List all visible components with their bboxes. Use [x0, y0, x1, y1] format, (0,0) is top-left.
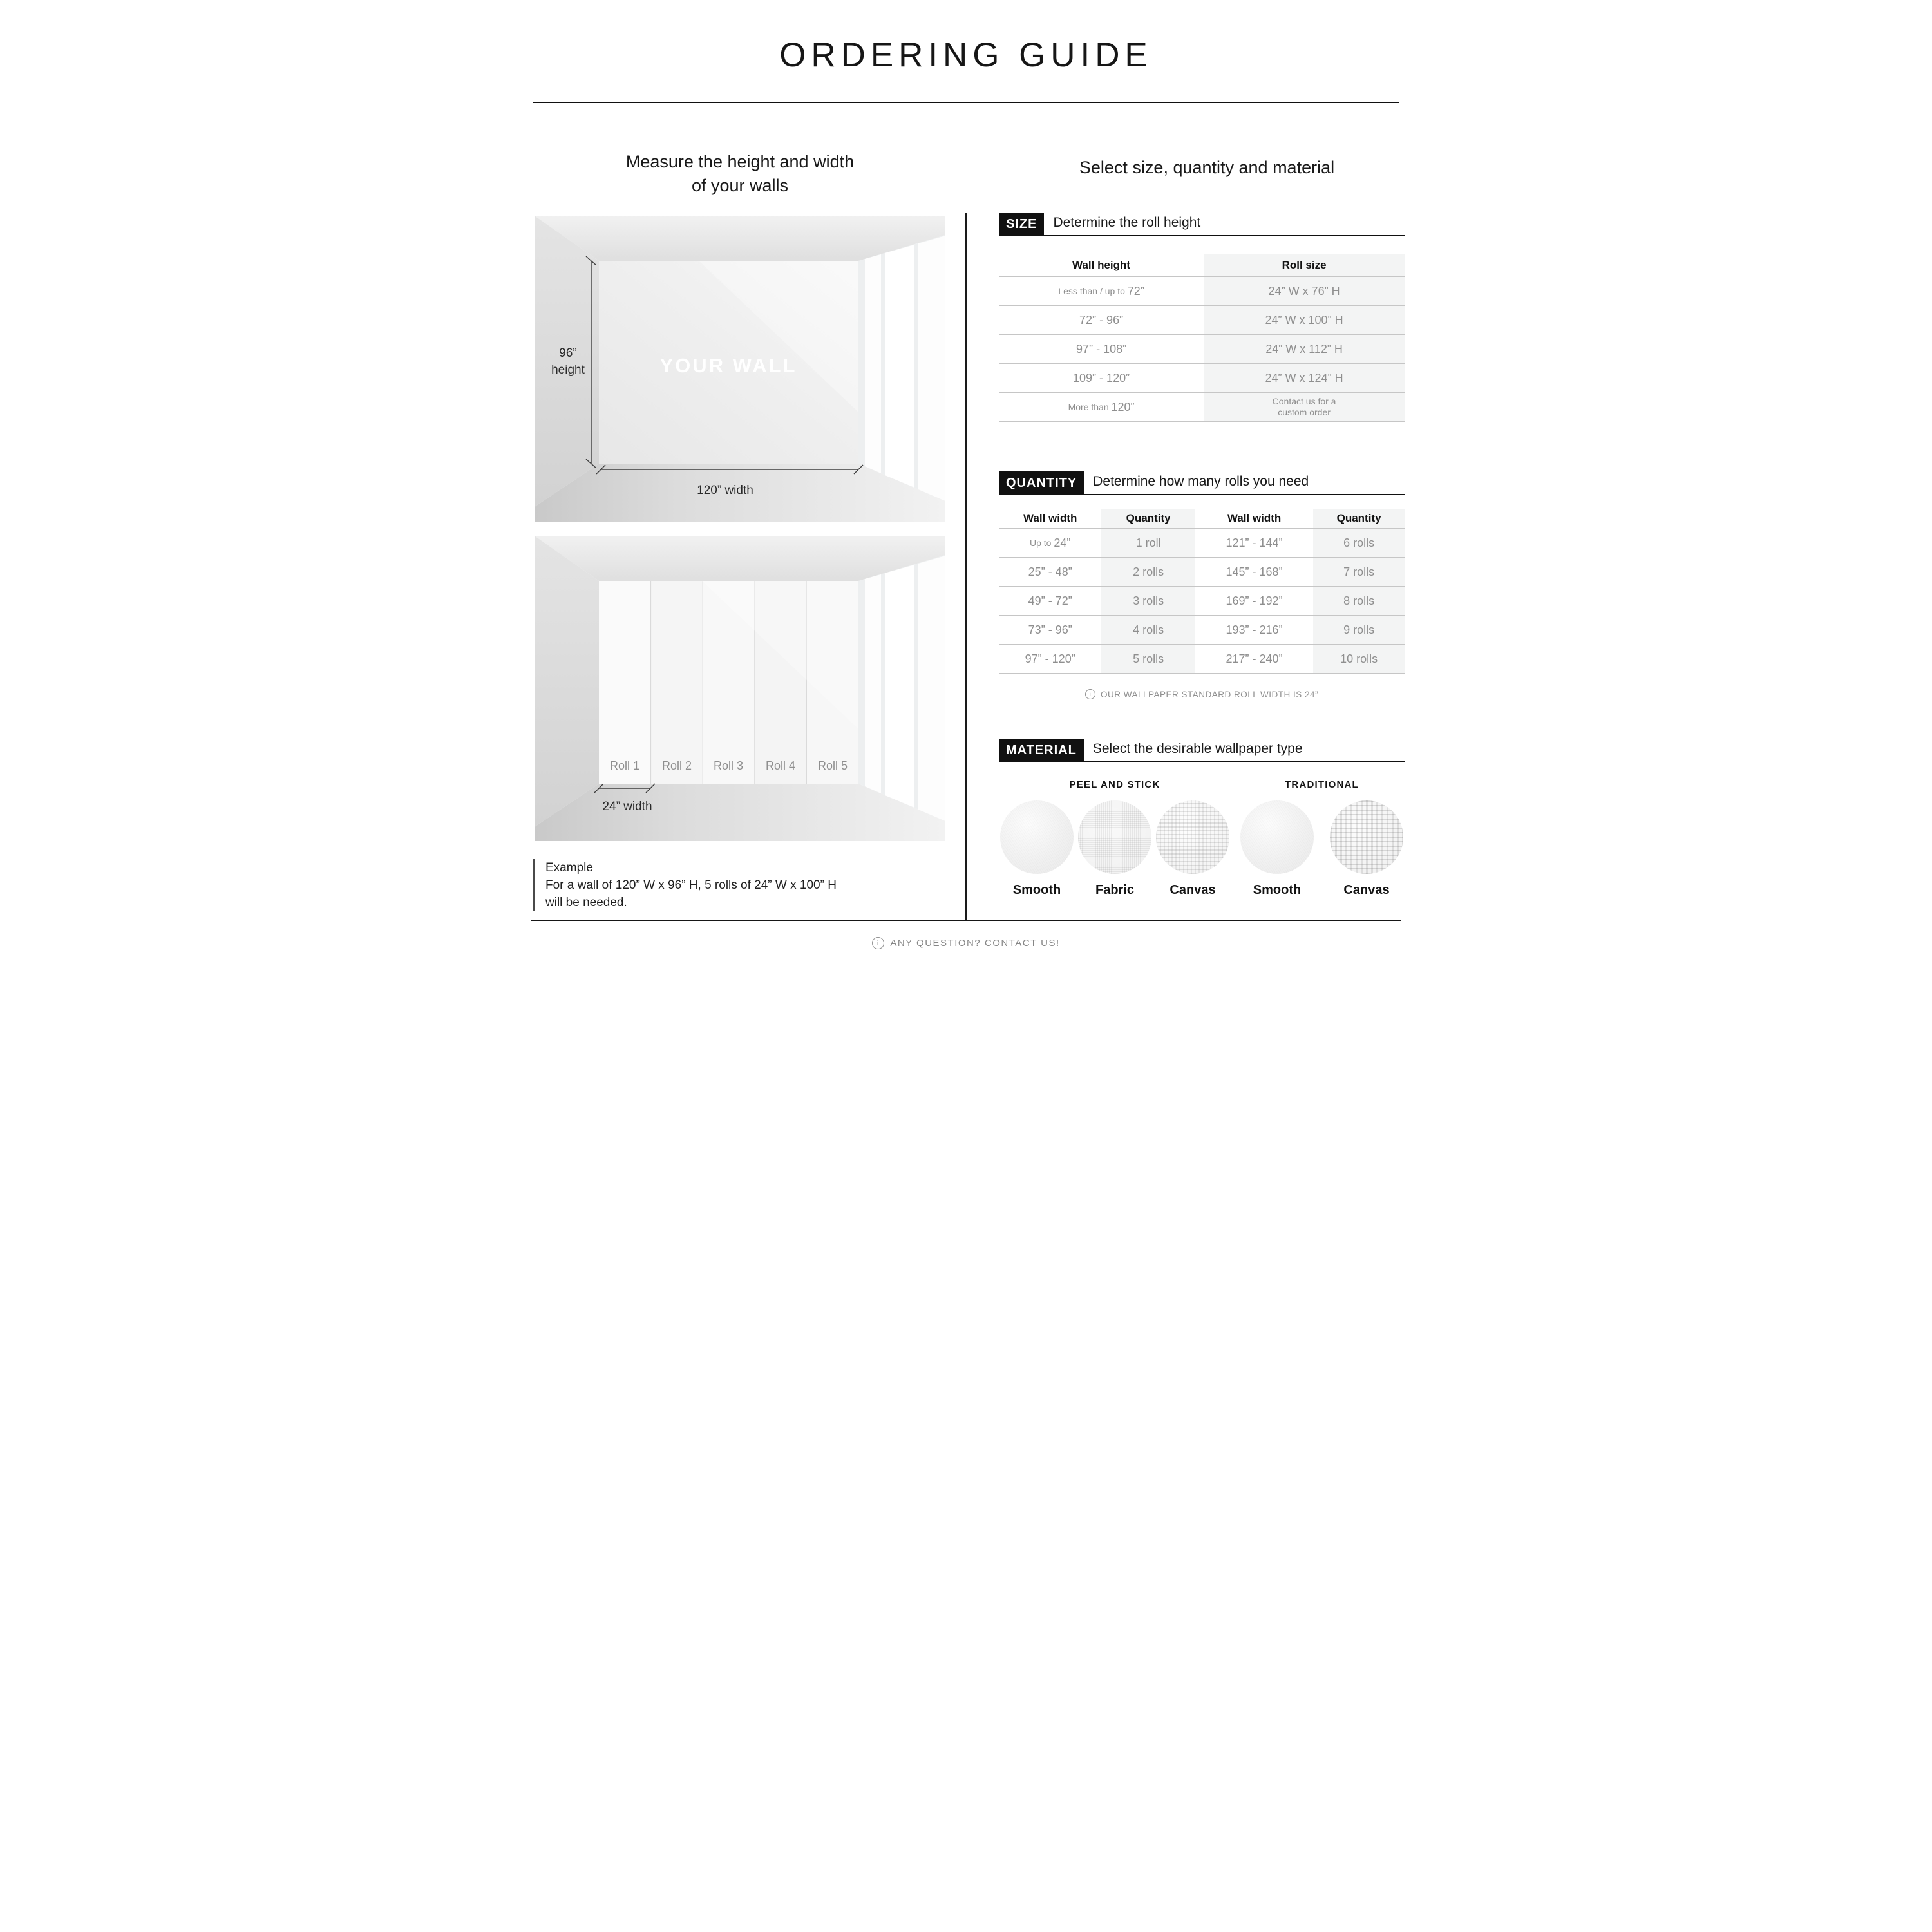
- wall-width-cell: [1195, 587, 1313, 615]
- cell-value: 6 rolls: [1343, 536, 1375, 549]
- cell-value: 24” W x 100” H: [1265, 313, 1343, 327]
- size-col-roll-size: Roll size: [1204, 254, 1405, 276]
- wall-width-cell: [1195, 645, 1313, 673]
- roll-label: Roll 2: [661, 759, 692, 772]
- roll-label: Roll 4: [765, 759, 796, 772]
- size-table-row: [999, 363, 1405, 392]
- size-table-row: [999, 392, 1405, 421]
- quantity-table-row: [999, 644, 1405, 673]
- size-table-header-row: [999, 254, 1405, 276]
- quantity-cell: [1313, 645, 1405, 673]
- roll-size-cell: [1204, 364, 1405, 392]
- wall-height-cell: [999, 277, 1204, 305]
- roll-size-cell: [1204, 277, 1405, 305]
- swatch-name: Smooth: [1012, 883, 1061, 897]
- size-col-wall-height: Wall height: [1072, 259, 1131, 271]
- roll-label: Roll 1: [609, 759, 640, 772]
- peel-and-stick-swatches: [999, 800, 1231, 898]
- cell-value: 24” W x 112” H: [1265, 342, 1343, 355]
- peel-and-stick-group: [999, 779, 1231, 898]
- quantity-subtitle: Determine how many rolls you need: [1084, 471, 1405, 495]
- swatch-canvas: [1156, 800, 1229, 898]
- height-word-label: height: [551, 363, 585, 377]
- cell-value: 3 rolls: [1133, 594, 1164, 607]
- window-pane: [865, 254, 881, 473]
- size-badge: SIZE: [999, 213, 1044, 236]
- cell-value: 25” - 48”: [1028, 565, 1072, 578]
- quantity-cell: [1313, 587, 1405, 615]
- wall-height-cell: [999, 393, 1204, 421]
- size-table-row: [999, 305, 1405, 334]
- quantity-cell: [1101, 645, 1195, 673]
- size-table-row: [999, 276, 1405, 305]
- size-section: [999, 213, 1405, 422]
- material-subtitle: Select the desirable wallpaper type: [1084, 739, 1405, 762]
- window-pane: [885, 565, 914, 808]
- quantity-table-row: [999, 528, 1405, 557]
- cell-value: 7 rolls: [1343, 565, 1375, 578]
- window-pane: [918, 236, 945, 501]
- quantity-cell: [1101, 587, 1195, 615]
- qty-col-wall-width-1: Wall width: [1023, 512, 1077, 524]
- size-table: [999, 254, 1405, 422]
- cell-value: 72”: [1127, 284, 1144, 298]
- swatch-smooth: [1000, 800, 1074, 898]
- footer-divider: [531, 920, 1401, 921]
- cell-value: 1 roll: [1135, 536, 1161, 549]
- material-section-header: [999, 739, 1405, 762]
- quantity-table-row: [999, 615, 1405, 644]
- left-heading-line2: of your walls: [691, 176, 789, 195]
- quantity-section: [999, 471, 1405, 699]
- qty-col-quantity-1: Quantity: [1101, 509, 1195, 528]
- window-pane: [865, 574, 881, 793]
- room-rolls-illustration: [535, 536, 945, 841]
- width-label: 120” width: [697, 484, 753, 497]
- traditional-label: TRADITIONAL: [1285, 779, 1359, 790]
- cell-prefix: Up to: [1030, 538, 1054, 548]
- swatch-fabric: [1078, 800, 1151, 898]
- cell-value: 97” - 108”: [1076, 342, 1127, 355]
- wall-height-cell: [999, 335, 1204, 363]
- roll-size-cell: [1204, 306, 1405, 334]
- cell-value: 4 rolls: [1133, 623, 1164, 636]
- cell-value: 97” - 120”: [1025, 652, 1075, 665]
- cell-value: 2 rolls: [1133, 565, 1164, 578]
- example-line2: will be needed.: [545, 896, 627, 909]
- cell-value: 24” W x 124” H: [1265, 371, 1343, 384]
- title-divider: [533, 102, 1399, 103]
- swatch-name: Fabric: [1095, 883, 1135, 897]
- canvas-texture-swatch: [1330, 800, 1403, 874]
- left-heading-line1: Measure the height and width: [625, 152, 855, 171]
- wall-width-cell: [999, 558, 1101, 586]
- window-pane: [918, 556, 945, 821]
- size-table-row: [999, 334, 1405, 363]
- room-measure-illustration: [535, 216, 945, 522]
- quantity-section-header: [999, 471, 1405, 495]
- quantity-table: [999, 509, 1405, 674]
- cell-value: 72” - 96”: [1079, 313, 1124, 327]
- cell-value: 121” - 144”: [1226, 536, 1283, 549]
- smooth-texture-swatch: [1000, 800, 1074, 874]
- wall-width-cell: [999, 529, 1101, 557]
- traditional-swatches: [1239, 800, 1405, 898]
- height-value-label: 96”: [559, 346, 577, 360]
- wall-width-cell: [1195, 558, 1313, 586]
- ordering-guide-page: [483, 0, 1449, 966]
- quantity-cell: [1101, 616, 1195, 644]
- cell-value: 169” - 192”: [1226, 594, 1283, 607]
- cell-value: 8 rolls: [1343, 594, 1375, 607]
- custom-order-cell: [1204, 393, 1405, 421]
- roll-width-label: 24” width: [602, 800, 652, 813]
- wall-width-cell: [999, 616, 1101, 644]
- example-line1: For a wall of 120” W x 96” H, 5 rolls of 24” W x 100” H: [545, 878, 837, 892]
- wall-width-cell: [999, 645, 1101, 673]
- cell-value: 193” - 216”: [1226, 623, 1283, 636]
- roll-label: Roll 3: [713, 759, 744, 772]
- qty-col-quantity-2: Quantity: [1313, 509, 1405, 528]
- left-column-heading: [535, 150, 945, 198]
- page-title: ORDERING GUIDE: [779, 36, 1153, 74]
- cell-value: 24”: [1054, 536, 1071, 549]
- cell-value: 217” - 240”: [1226, 652, 1283, 665]
- swatch-canvas: [1330, 800, 1403, 898]
- quantity-table-row: [999, 557, 1405, 586]
- info-icon: i: [872, 937, 884, 949]
- traditional-group: [1239, 779, 1405, 898]
- cell-prefix: More than: [1068, 402, 1112, 412]
- swatch-smooth: [1240, 800, 1314, 898]
- cell-value: 73” - 96”: [1028, 623, 1072, 636]
- material-section: [999, 739, 1405, 898]
- example-title: Example: [545, 861, 593, 875]
- wall-width-cell: [999, 587, 1101, 615]
- swatch-name: Canvas: [1343, 883, 1390, 897]
- quantity-cell: [1101, 529, 1195, 557]
- cell-value: 120”: [1111, 400, 1135, 413]
- quantity-cell: [1313, 558, 1405, 586]
- quantity-cell: [1313, 616, 1405, 644]
- quantity-cell: [1313, 529, 1405, 557]
- wallpaper-roll-panel: [599, 581, 651, 784]
- quantity-table-header-row: [999, 509, 1405, 528]
- quantity-badge: QUANTITY: [999, 471, 1084, 495]
- roll-width-note: [999, 689, 1405, 699]
- wall-width-cell: [1195, 529, 1313, 557]
- cell-value: 9 rolls: [1343, 623, 1375, 636]
- wallpaper-roll-panel: [651, 581, 703, 784]
- cell-prefix: Less than / up to: [1058, 286, 1128, 296]
- your-wall-label: YOUR WALL: [659, 354, 797, 377]
- cell-value: 145” - 168”: [1226, 565, 1283, 578]
- swatch-name: Canvas: [1170, 883, 1216, 897]
- material-groups: [999, 779, 1405, 898]
- cell-value: 10 rolls: [1340, 652, 1378, 665]
- example-block: [533, 859, 837, 911]
- cell-value: 5 rolls: [1133, 652, 1164, 665]
- size-section-header: [999, 213, 1405, 236]
- wall-width-cell: [1195, 616, 1313, 644]
- quantity-cell: [1101, 558, 1195, 586]
- footer: [483, 937, 1449, 949]
- material-badge: MATERIAL: [999, 739, 1084, 762]
- footer-text: ANY QUESTION? CONTACT US!: [890, 938, 1060, 949]
- quantity-table-row: [999, 586, 1405, 615]
- canvas-texture-swatch: [1156, 800, 1229, 874]
- window-pane: [885, 245, 914, 488]
- cell-value: 109” - 120”: [1073, 371, 1130, 384]
- wall-height-cell: [999, 306, 1204, 334]
- right-column-heading: Select size, quantity and material: [1079, 158, 1335, 177]
- cell-value: Contact us for a custom order: [1272, 396, 1336, 417]
- size-subtitle: Determine the roll height: [1044, 213, 1405, 236]
- left-wall: [535, 536, 599, 827]
- qty-col-wall-width-2: Wall width: [1227, 512, 1282, 524]
- roll-label: Roll 5: [817, 759, 848, 772]
- swatch-name: Smooth: [1253, 883, 1302, 897]
- note-text: OUR WALLPAPER STANDARD ROLL WIDTH IS 24”: [1100, 689, 1319, 699]
- peel-and-stick-label: PEEL AND STICK: [1069, 779, 1160, 790]
- column-divider: [965, 213, 967, 920]
- smooth-texture-swatch: [1240, 800, 1314, 874]
- cell-value: 24” W x 76” H: [1268, 284, 1340, 298]
- roll-size-cell: [1204, 335, 1405, 363]
- fabric-texture-swatch: [1078, 800, 1151, 874]
- wall-height-cell: [999, 364, 1204, 392]
- cell-value: 49” - 72”: [1028, 594, 1072, 607]
- info-icon: i: [1085, 689, 1095, 699]
